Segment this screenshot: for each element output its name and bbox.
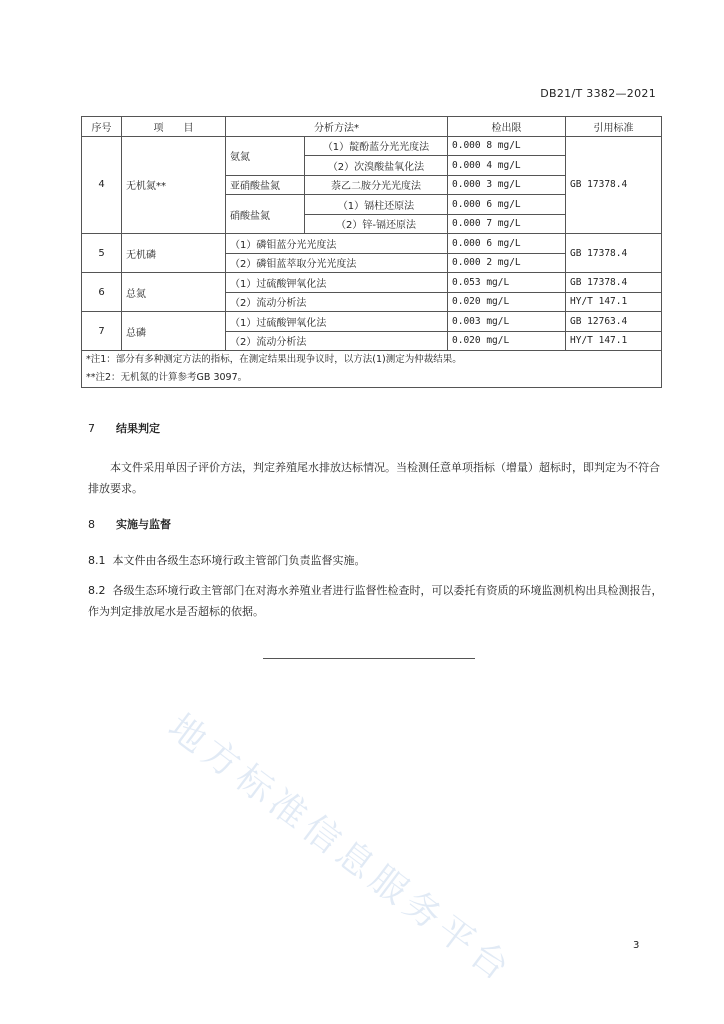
limit-cell: 0.000 7 mg/L xyxy=(448,214,566,234)
clause-8-2 xyxy=(88,580,666,622)
method-cell: （1）过硫酸钾氧化法 xyxy=(226,273,448,293)
limit-cell: 0.000 3 mg/L xyxy=(448,175,566,195)
limit-cell: 0.000 6 mg/L xyxy=(448,234,566,254)
table-notes-row xyxy=(82,351,662,388)
limit-cell: 0.003 mg/L xyxy=(448,312,566,332)
row-no: 5 xyxy=(82,234,122,273)
table-note: **注2：无机氮的计算参考GB 3097。 xyxy=(86,372,248,383)
limit-cell: 0.000 4 mg/L xyxy=(448,156,566,176)
method-cell: （1）靛酚蓝分光光度法 xyxy=(305,136,448,156)
sub-item: 亚硝酸盐氮 xyxy=(226,175,305,195)
standard-cell: HY/T 147.1 xyxy=(566,292,662,312)
clause-number: 8.2 xyxy=(88,584,106,597)
header-limit: 检出限 xyxy=(448,117,566,137)
watermark: 地方标准信息服务平台 xyxy=(160,706,521,992)
standard-cell: GB 17378.4 xyxy=(566,273,662,293)
header-no: 序号 xyxy=(82,117,122,137)
limit-cell: 0.053 mg/L xyxy=(448,273,566,293)
table-notes xyxy=(82,351,662,388)
section-number: 8 xyxy=(88,518,95,531)
sub-item: 氨氮 xyxy=(226,136,305,175)
standard-cell: GB 17378.4 xyxy=(566,136,662,234)
row-no: 7 xyxy=(82,312,122,351)
row-item: 总氮 xyxy=(122,273,226,312)
method-cell: （1）镉柱还原法 xyxy=(305,195,448,215)
page-number: 3 xyxy=(633,940,640,951)
standard-cell: GB 17378.4 xyxy=(566,234,662,273)
table-row xyxy=(82,273,662,293)
method-cell: （2）锌-镉还原法 xyxy=(305,214,448,234)
table-row xyxy=(82,136,662,156)
table-note: *注1：部分有多种测定方法的指标，在测定结果出现争议时，以方法(1)测定为仲裁结果。 xyxy=(86,354,462,365)
method-cell: 萘乙二胺分光光度法 xyxy=(305,175,448,195)
section-title: 结果判定 xyxy=(116,422,160,435)
header-standard: 引用标准 xyxy=(566,117,662,137)
limit-cell: 0.000 2 mg/L xyxy=(448,253,566,273)
method-cell: （2）流动分析法 xyxy=(226,292,448,312)
standard-cell: HY/T 147.1 xyxy=(566,331,662,351)
method-cell: （1）过硫酸钾氧化法 xyxy=(226,312,448,332)
method-cell: （2）流动分析法 xyxy=(226,331,448,351)
row-no: 4 xyxy=(82,136,122,234)
row-item: 无机氮** xyxy=(122,136,226,234)
limit-cell: 0.020 mg/L xyxy=(448,331,566,351)
analysis-methods-table xyxy=(81,116,662,388)
end-rule xyxy=(263,658,475,659)
table-header-row xyxy=(82,117,662,137)
section-7-heading xyxy=(88,420,160,436)
method-cell: （2）次溴酸盐氧化法 xyxy=(305,156,448,176)
section-number: 7 xyxy=(88,422,95,435)
standard-cell: GB 12763.4 xyxy=(566,312,662,332)
section-8-heading xyxy=(88,516,171,532)
header-item: 项 目 xyxy=(122,117,226,137)
clause-text: 各级生态环境行政主管部门在对海水养殖业者进行监督性检查时，可以委托有资质的环境监测机构出具检测报告，作为判定排放尾水是否超标的依据。 xyxy=(88,584,663,618)
clause-8-1 xyxy=(88,550,666,571)
header-method: 分析方法* xyxy=(226,117,448,137)
row-no: 6 xyxy=(82,273,122,312)
method-cell: （1）磷钼蓝分光光度法 xyxy=(226,234,448,254)
row-item: 无机磷 xyxy=(122,234,226,273)
limit-cell: 0.000 6 mg/L xyxy=(448,195,566,215)
sub-item: 硝酸盐氮 xyxy=(226,195,305,234)
section-7-text: 本文件采用单因子评价方法，判定养殖尾水排放达标情况。当检测任意单项指标（增量）超标时，即判定为不符合排放要求。 xyxy=(88,461,660,495)
table-row xyxy=(82,312,662,332)
method-cell: （2）磷钼蓝萃取分光光度法 xyxy=(226,253,448,273)
clause-text: 本文件由各级生态环境行政主管部门负责监督实施。 xyxy=(112,554,366,567)
row-item: 总磷 xyxy=(122,312,226,351)
table-row xyxy=(82,234,662,254)
limit-cell: 0.000 8 mg/L xyxy=(448,136,566,156)
clause-number: 8.1 xyxy=(88,554,106,567)
limit-cell: 0.020 mg/L xyxy=(448,292,566,312)
section-title: 实施与监督 xyxy=(116,518,171,531)
document-code: DB21/T 3382—2021 xyxy=(540,87,656,100)
